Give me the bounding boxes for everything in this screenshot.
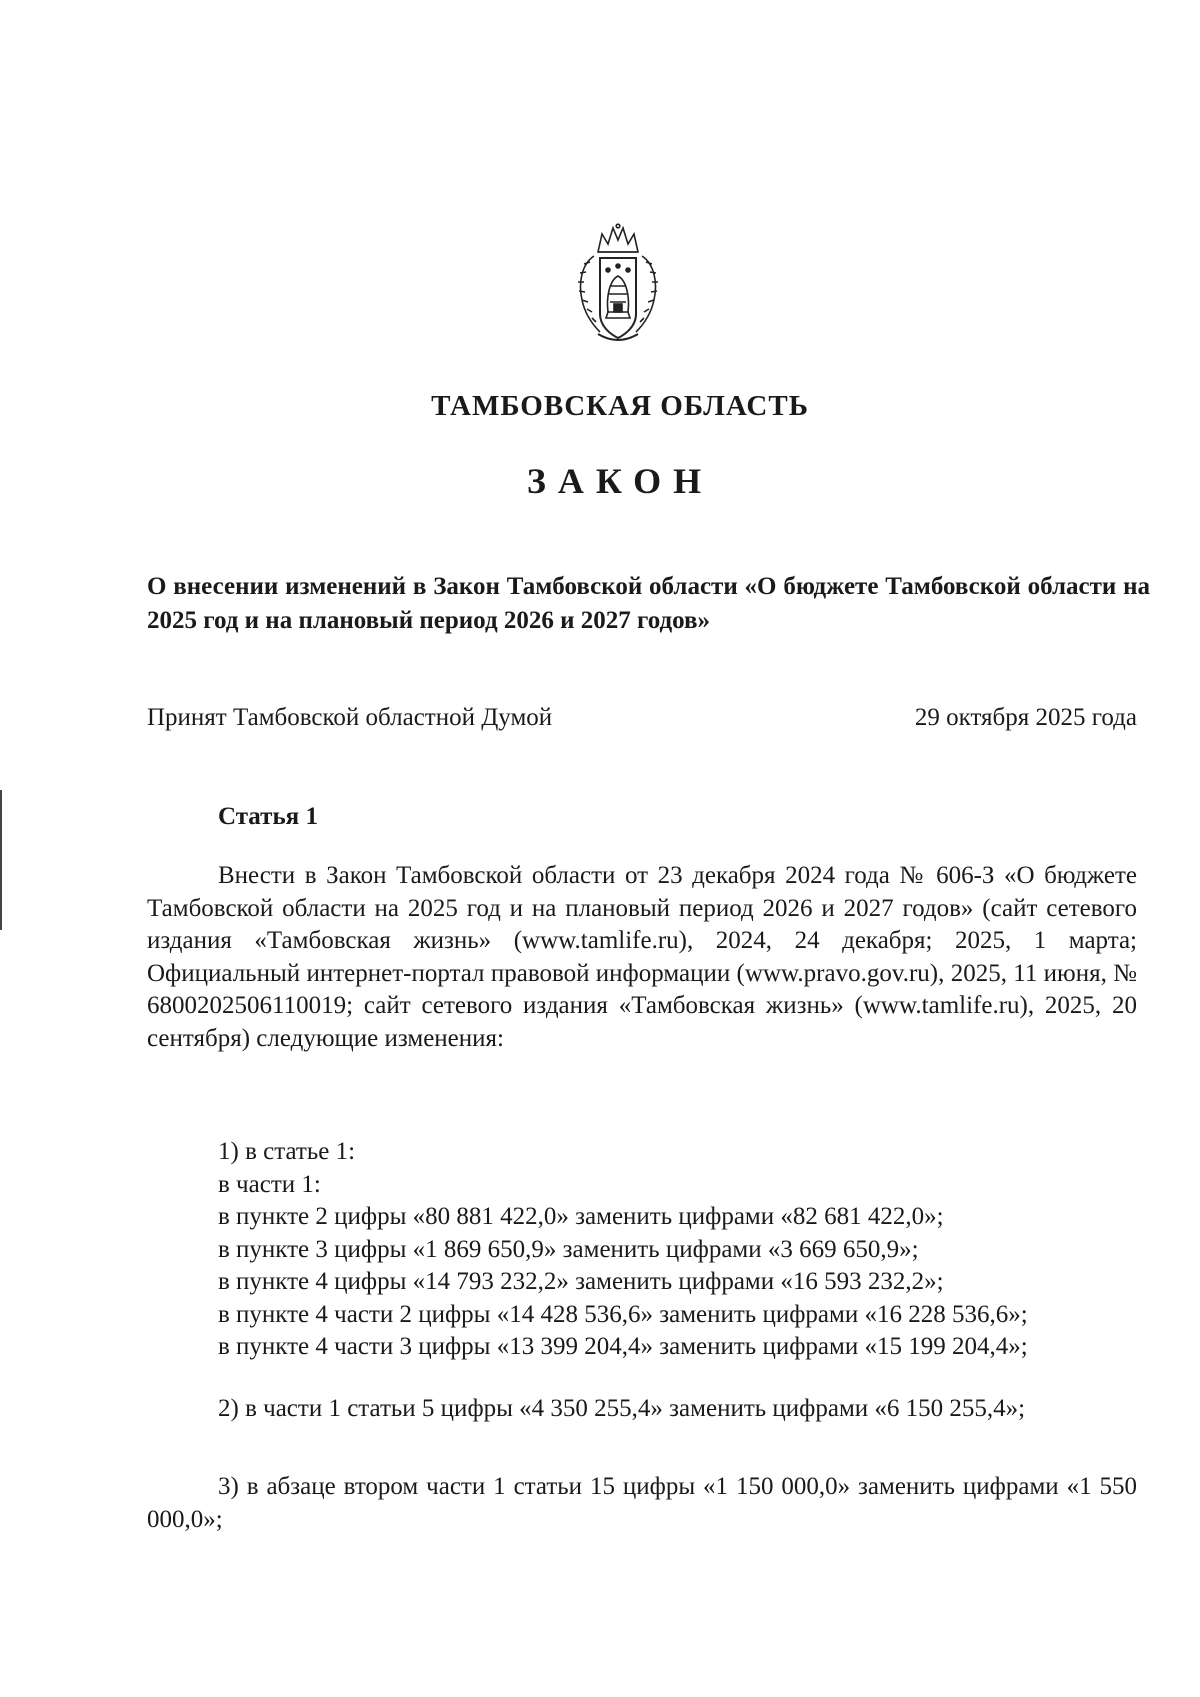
amendment-item-2: 2) в части 1 статьи 5 цифры «4 350 255,4» заменить цифрами «6 150 255,4»; [218, 1395, 1026, 1422]
scan-margin-mark [0, 790, 2, 930]
law-title: О внесении изменений в Закон Тамбовской области «О бюджете Тамбовской области на 2025 год и на плановый период 2026 и 2027 годов» [147, 573, 1150, 634]
list-item: 1) в статье 1: [218, 1138, 356, 1165]
adoption-date: 29 октября 2025 года [914, 704, 1137, 731]
amendment-item-3: 3) в абзаце втором части 1 статьи 15 цифры «1 150 000,0» заменить цифрами «1 550 000,0»; [147, 1473, 1137, 1533]
list-item: в пункте 3 цифры «1 869 650,9» заменить цифрами «3 669 650,9»; [218, 1235, 919, 1263]
adopted-by: Принят Тамбовской областной Думой [147, 704, 553, 731]
document-type: ЗАКОН [526, 461, 714, 501]
coat-of-arms-emblem [568, 222, 668, 350]
region-name: ТАМБОВСКАЯ ОБЛАСТЬ [431, 390, 809, 422]
list-item: в части 1: [218, 1170, 321, 1198]
list-item: в пункте 4 цифры «14 793 232,2» заменить цифрами «16 593 232,2»; [218, 1268, 944, 1295]
list-item: в пункте 4 части 2 цифры «14 428 536,6» заменить цифрами «16 228 536,6»; [218, 1300, 1028, 1328]
list-item: в пункте 2 цифры «80 881 422,0» заменить цифрами «82 681 422,0»; [218, 1203, 944, 1230]
amendment-list [218, 1136, 1148, 1364]
list-item: в пункте 4 части 3 цифры «13 399 204,4» заменить цифрами «15 199 204,4»; [218, 1333, 1028, 1360]
adoption-line [147, 704, 1137, 732]
article-intro-paragraph: Внести в Закон Тамбовской области от 23 декабря 2024 года № 606-З «О бюджете Тамбовской области на 2025 год и на плановый период 2026 и 2027 годов» (сайт сетевого издания «Тамбовская жизнь» (www.tamlife.ru), 2024, 24 декабря; 2025, 1 марта; Официальный интернет-портал правовой информации (www.pravo.gov.ru), 2025, 11 июня, № 6800202506110019; сайт сетевого издания «Тамбовская жизнь» (www.tamlife.ru), 2025, 20 сентября) следующие изменения: [147, 862, 1137, 1052]
article-heading: Статья 1 [218, 803, 318, 830]
